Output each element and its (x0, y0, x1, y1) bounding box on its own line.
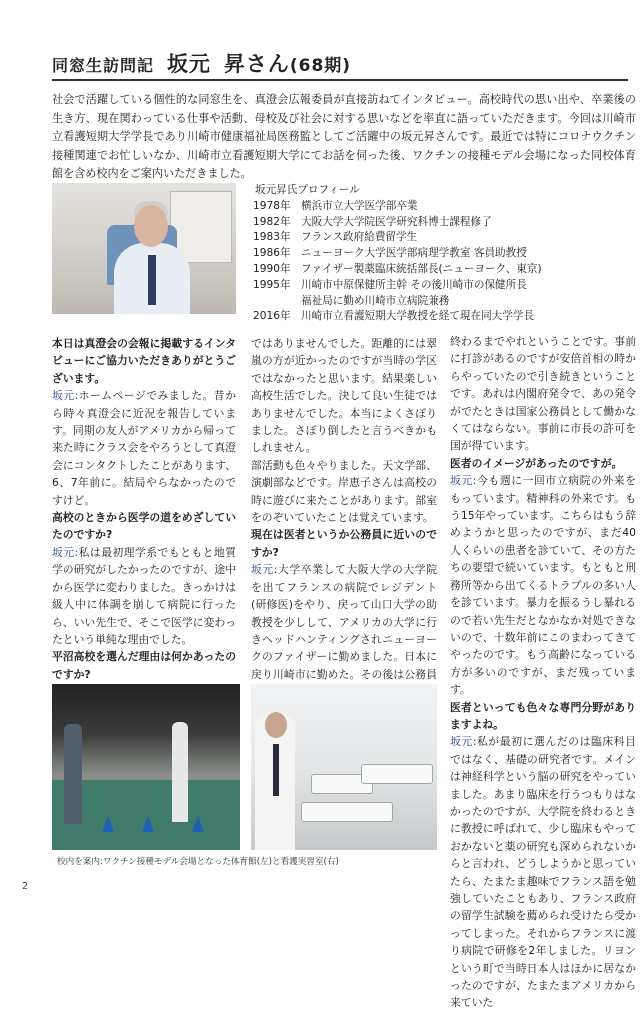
profile-item (253, 246, 633, 262)
series-label: 同窓生訪問記 (52, 56, 155, 75)
interview-answer (450, 733, 636, 1012)
interview-question: 医者のイメージがあったのですが。 (450, 456, 623, 470)
profile-year: 1983年 (253, 231, 291, 244)
interview-question: 本日は真澄会の会報に掲載するインタビューにご協力いただきありがとうございます。 (52, 337, 236, 385)
profile-text: ファイザー製薬臨床統括部長(ニューヨーク、東京) (301, 262, 542, 275)
page-number: 2 (22, 881, 29, 892)
speaker-label: 坂元: (251, 563, 278, 577)
gymnasium-photo (52, 684, 240, 850)
profile-year (253, 294, 301, 310)
profile-item (253, 215, 633, 231)
interview-question: 現在は医者というか公務員に近いのですか? (251, 528, 437, 559)
speaker-label: 坂元: (52, 545, 79, 559)
interview-answer (450, 472, 636, 698)
intro-paragraph: 社会で活躍している個性的な同窓生を、真澄会広報委員が直接訪ねてインタビュー。高校時代の思い出や、卒業後の生き方、現在関わっている仕事や活動、母校及び社会に対する思いなどを率直に語っていただきます。今回は川崎市立看護短期大学学長であり川崎市健康福祉局医務監としてご活躍中の坂元昇さんです。最近では特にコロナウクチン接種関連でお忙しいなか、川崎市立看護短期大学にてお話を伺った後、ワクチンの接種モデル会場になった同校体育館を含め校内をご案内いただきました。 (52, 93, 636, 180)
interviewee-given-name: 昇さん (223, 52, 290, 76)
profile-year: 1986年 (253, 247, 291, 260)
interview-photo (52, 183, 236, 314)
article-paragraph: 終わるまでやれということです。事前に打診があるのですが安倍首相の時からやっていたので引き続きということです。あれは内閣府発令で、あの発令がでたときは国家公務員として働かなくてはならない。事前に市長の許可を国が得ています。 (450, 335, 636, 453)
speaker-label: 坂元: (52, 389, 79, 403)
profile-text: フランス政府給費留学生 (301, 231, 418, 244)
article-paragraph: 部活動も色々やりました。天文学部、演劇部などです。岸恵子さんは高校の時に遊びに来たことがあります。部室をのぞいていたことは覚えています。 (251, 458, 437, 525)
interview-answer (251, 561, 437, 700)
speaker-label: 坂元: (450, 735, 477, 749)
profile-box (253, 183, 633, 325)
profile-text: 横浜市立大学医学部卒業 (301, 199, 418, 212)
profile-year: 1995年 (253, 278, 291, 291)
profile-title: 坂元昇氏プロフィール (255, 184, 360, 196)
article-column-3 (450, 333, 636, 1012)
profile-year: 2016年 (253, 310, 291, 323)
interview-question: 医者といっても色々な専門分野がありますよね。 (450, 700, 636, 731)
profile-item (253, 262, 633, 278)
interview-answer (52, 544, 236, 648)
class-term: (68期) (289, 56, 352, 76)
article-paragraph: ではありませんでした。距離的には翠嵐の方が近かったのですが当時の学区ではなかったと思います。結果楽しい高校生活でした。決して良い生徒ではありませんでした。本当によくさぼりました。さぼり倒したと言うべきかもしれません。 (251, 337, 437, 455)
interview-question: 高校のときから医学の道をめざしていたのですか? (52, 511, 236, 542)
interviewee-surname: 坂元 (166, 52, 211, 76)
answer-text: ホームページでみました。昔から時々真澄会に近況を報告しています。同期の友人がアメリカから帰って来た時にクラス会をやろうとして真澄会にコンタクトしたことがあります、6、7年前に。結局やらなかったのですけど。 (52, 389, 236, 507)
interview-question: 平沼高校を選んだ理由は何かあったのですか? (52, 650, 236, 681)
profile-item (253, 309, 633, 325)
profile-year: 1990年 (253, 262, 291, 275)
article-title (52, 48, 351, 78)
profile-item (253, 230, 633, 246)
profile-item (253, 278, 633, 294)
profile-text: 川崎市立看護短期大学教授を経て現在同大学学長 (301, 310, 535, 323)
profile-year: 1978年 (253, 199, 291, 212)
photo-caption: 校内を案内:ワクチン接種モデル会場となった体育館(左)と看護実習室(右) (57, 857, 339, 867)
speaker-label: 坂元: (450, 474, 477, 488)
answer-text: 私は最初理学系でもともと地質学の研究がしたかったのですが、途中から医学に変わりました。きっかけは級人中に体調を崩して病院に行ったら、いい先生で、そこで医学に変わったという単純な理由でした。 (52, 545, 237, 646)
answer-text: 今も週に一回市立病院の外来をもっています。精神科の外来です。もう15年やっています。こちらはもう辞めようかと思ったのですが、まだ40人くらいの患者を診ていて、その方たちの要望で続いています。もともと刑務所等から出てくるトラブルの多い人を診ています。暴力を振るうし暴れるので若い先生だとなかなか対処できないので、十数年前にこのまわってきてやったのです。もう高齢になっている方が多いのですが、まだ残っています。 (450, 474, 637, 697)
profile-item (253, 294, 633, 310)
profile-text: ニューヨーク大学医学部病理学教室 客員助教授 (301, 247, 527, 260)
answer-text: 大学卒業して大阪大学の大学院を出てフランスの病院でレジデント(研修医)をやり、戻って山口大学の助教授を少しして、アメリカの大学に行きヘッドハンティングされニューヨークのファイザーに勤めました。日本に戻り川崎市に勤めた。その後は公務員 (251, 563, 438, 681)
profile-year: 1982年 (253, 215, 291, 228)
answer-text: 私が最初に選んだのは臨床科目ではなく、基礎の研究者です。メインは神経科学という脳の研究をやっていました。あまり臨床を行うつもりはなかったのですが、大学院を終わるときに教授に呼ばれて、少し臨床もやっておかないと薬の研究も深められないからと言われ、どうしようかと思っていたら、たまたま趣味でフランス語を勉強していたこともあり、フランス政府の留学生試験を薦められ受けたら受かってしまった。それからフランスに渡り病院で研修を2年しました。リヨンという町で当時日本人はほかに居なかったのですが、たまたまアメリカから来ていた (450, 735, 637, 1010)
profile-text: 福祉局に勤め川崎市立病院兼務 (301, 294, 450, 307)
profile-text: 大阪大学大学院医学研究科博士課程修了 (301, 215, 492, 228)
profile-text: 川崎市中原保健所主幹 その後川崎市の保健所長 (301, 278, 527, 291)
interview-answer (52, 387, 236, 509)
profile-item (253, 199, 633, 215)
nursing-room-photo (251, 684, 437, 850)
title-rule (52, 79, 628, 81)
